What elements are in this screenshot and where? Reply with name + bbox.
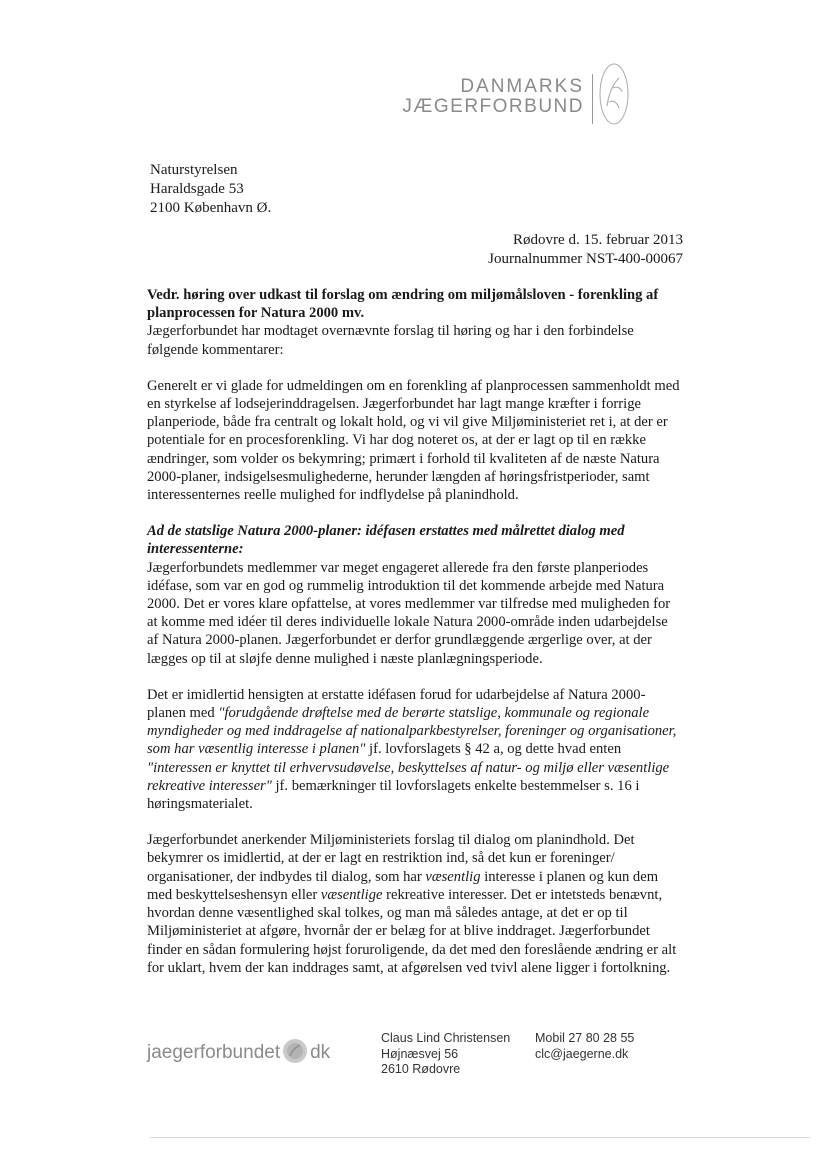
letter-footer: [147, 1031, 687, 1081]
paragraph-dialog-quote-2: "interessen er knyttet til erhvervsudøvelse, beskyttelses af natur- og miljø eller væsentlige rekreative interesser": [147, 759, 670, 794]
contact-email: clc@jaegerne.dk: [535, 1046, 629, 1061]
paragraph-dialog: [147, 686, 682, 813]
footer-phone-email: [535, 1031, 634, 1062]
letter-body: [147, 286, 682, 995]
footer-contact: [381, 1031, 510, 1078]
footer-brand: [147, 1038, 330, 1064]
date-block: [488, 231, 683, 269]
paragraph-general: Generelt er vi glade for udmeldingen om en forenkling af planprocessen sammenholdt med en styrkelse af lodsejerinddragelsen. Jægerforbundet har lagt mange kræfter i forrige planperiode, både fra centralt og lokalt hold, og vi vil give Miljøministeriet ret i, at der er potentiale for en procesforenkling. Vi har dog noteret os, at der er lagt op til en række ændringer, som volder os bekymring; primært i forhold til kvaliteten af de næste Natura 2000-planer, indsigelsesmulighederne, herunder længden af høringsfristperioder, samt interessenternes reelle mulighed for indflydelse på planindhold.: [147, 377, 680, 504]
recipient-city: 2100 København Ø.: [150, 200, 272, 216]
contact-street: Højnæsvej 56: [381, 1046, 459, 1061]
recipient-address: [150, 161, 271, 218]
letter-intro: Jægerforbundet har modtaget overnævnte forslag til høring og har i den forbindelse følgende kommentarer:: [147, 323, 634, 358]
logo-divider: [592, 74, 593, 124]
paragraph-dialog-text-1: Det er imidlertid hensigten at erstatte idéfasen forud for udarbejdelse af Natura 2000-planen med: [147, 686, 646, 722]
journal-number: Journalnummer NST-400-00067: [488, 251, 683, 267]
logo-line-danmarks: DANMARKS: [460, 76, 584, 97]
recipient-street: Haraldsgade 53: [150, 181, 244, 197]
contact-city: 2610 Rødovre: [381, 1062, 461, 1076]
paragraph-restriction-text-3: rekreative interesser. Det er intetsteds benævnt, hvordan denne væsentlighed skal tolkes, og man må således antage, at det er op til Miljøministeriet at afgøre, hvornår der er belæg for at blive inddraget. Jægerforbundet finder en sådan formulering højst foruroligende, da det med den foreslående ændring er alt for uklart, hvem der kan inddrages samt, at afgørelsen ved tvivl alene ligger i fortolkning.: [147, 886, 677, 976]
paragraph-idefase: Jægerforbundets medlemmer var meget engageret allerede fra den første planperiodes idéfase, som var en god og rummelig introduktion til det kommende arbejde med Natura 2000. Det er vores klare opfattelse, at vores medlemmer var tilfredse med muligheden for at komme med idéer til deres individuelle lokale Natura 2000-område inden udarbejdelse af Natura 2000-planen. Jægerforbundet er derfor grundlæggende ærgerlige over, at der lægges op til at sløjfe denne mulighed i næste planlægningsperiode.: [147, 559, 671, 667]
contact-phone: Mobil 27 80 28 55: [535, 1031, 635, 1045]
danmarks-jaegerforbund-logo: [396, 58, 636, 128]
section-heading-natura: Ad de statslige Natura 2000-planer: idéfasen erstattes med målrettet dialog med interessenterne:: [147, 523, 625, 558]
paragraph-restriction-text-1: Jægerforbundet anerkender Miljøministeriets forslag til dialog om planindhold. Det bekymrer os imidlertid, at der er lagt en restriktion ind, så det kun er foreninger/ organisationer, der indbydes til dialog, som har: [147, 832, 635, 885]
scan-edge-line: [150, 1137, 810, 1138]
logo-line-jaegerforbund: JÆGERFORBUND: [402, 96, 584, 117]
paragraph-restriction-emph-2: væsentlige: [320, 886, 383, 903]
paragraph-dialog-text-2: jf. lovforslagets § 42 a, og dette hvad enten: [365, 741, 622, 758]
paragraph-restriction-text-2: interesse i planen og kun dem med beskyttelseshensyn eller: [147, 868, 659, 903]
footer-brand-right: dk: [310, 1042, 331, 1063]
contact-name: Claus Lind Christensen: [381, 1031, 511, 1045]
paragraph-dialog-text-3: jf. bemærkninger til lovforslagets enkelte bestemmelser s. 16 i høringsmaterialet.: [147, 777, 640, 813]
recipient-name: Naturstyrelsen: [150, 162, 238, 178]
paragraph-restriction: [147, 831, 682, 977]
deer-seal-small-icon: [282, 1038, 308, 1064]
footer-brand-left: jaegerforbundet: [147, 1042, 281, 1063]
paragraph-dialog-quote-1: "forudgående drøftelse med de berørte statslige, kommunale og regionale myndigheder og med inddragelse af nationalparkbestyrelser, foreninger og organisationer, som har væsentlig interesse i planen": [147, 705, 677, 758]
paragraph-restriction-emph-1: væsentlig: [425, 868, 481, 885]
letter-subject: Vedr. høring over udkast til forslag om ændring om miljømålsloven - forenkling af planprocessen for Natura 2000 mv.: [147, 287, 659, 322]
letter-date: Rødovre d. 15. februar 2013: [513, 232, 683, 248]
deer-seal-icon: [599, 62, 629, 126]
